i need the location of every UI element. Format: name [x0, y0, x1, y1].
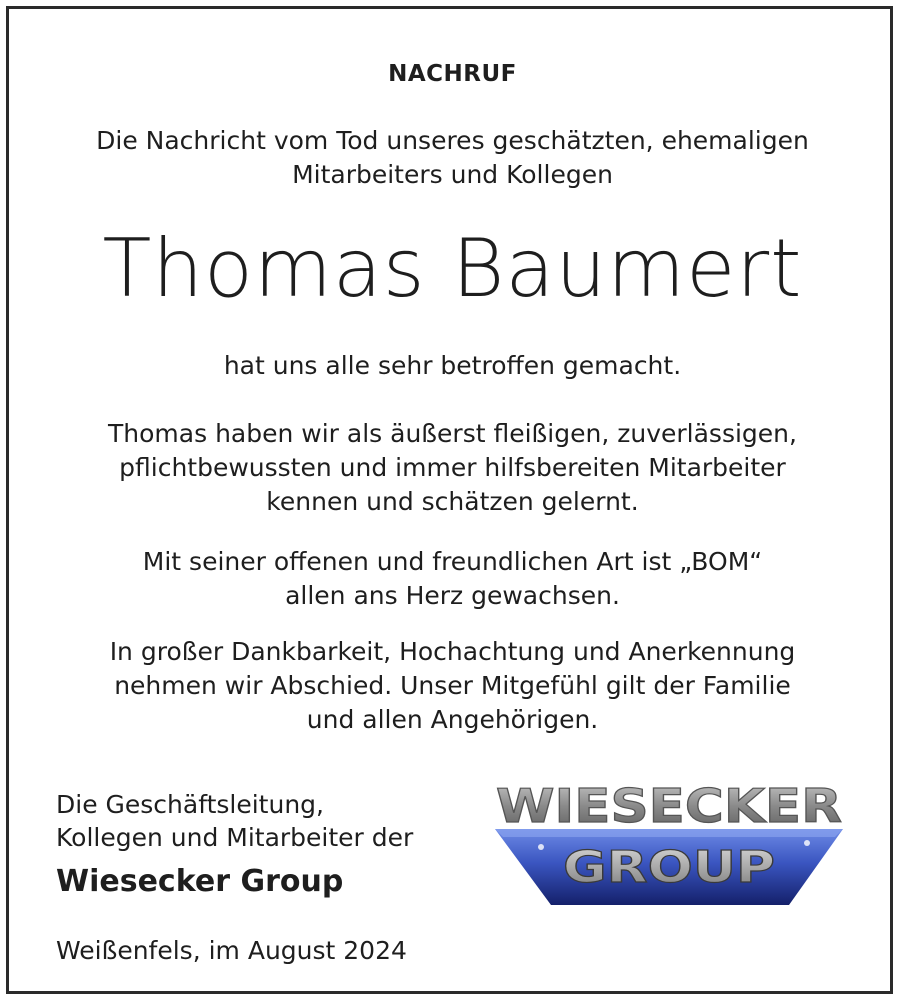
- paragraph-line: hat uns alle sehr betroffen gemacht.: [223, 351, 682, 380]
- intro-line: Mitarbeiters und Kollegen: [292, 160, 613, 189]
- paragraph-line: und allen Angehörigen.: [306, 705, 599, 734]
- paragraph-affected: [9, 349, 896, 383]
- logo-word-bottom: GROUP: [563, 842, 775, 893]
- obituary-frame: [6, 6, 893, 994]
- paragraph-line: In großer Dankbarkeit, Hochachtung und Anerkennung: [109, 637, 796, 666]
- paragraph-line: nehmen wir Abschied. Unser Mitgefühl gilt der Familie: [114, 671, 791, 700]
- paragraph-line: kennen und schätzen gelernt.: [266, 487, 639, 516]
- place-date: Weißenfels, im August 2024: [56, 936, 407, 965]
- company-name: Wiesecker Group: [56, 864, 344, 899]
- signature-line: Die Geschäftsleitung,: [56, 790, 324, 819]
- paragraph-farewell: [9, 635, 896, 737]
- paragraph-line: pflichtbewussten und immer hilfsbereiten Mitarbeiter: [119, 453, 786, 482]
- paragraph-line: Mit seiner offenen und freundlichen Art ist „BOM“: [142, 547, 763, 576]
- logo-word-top: WIESECKER: [496, 779, 842, 833]
- deceased-name: Thomas Baumert: [102, 222, 803, 315]
- intro-text: [9, 124, 896, 192]
- logo-sparkle: [538, 844, 544, 850]
- logo-sparkle: [804, 840, 810, 846]
- heading: NACHRUF: [388, 61, 517, 87]
- paragraph-character: [9, 417, 896, 519]
- paragraph-line: allen ans Herz gewachsen.: [285, 581, 620, 610]
- paragraph-nickname: [9, 545, 896, 613]
- paragraph-line: Thomas haben wir als äußerst fleißigen, zuverlässigen,: [108, 419, 797, 448]
- intro-line: Die Nachricht vom Tod unseres geschätzten, ehemaligen: [96, 126, 809, 155]
- wiesecker-group-logo: [489, 777, 849, 909]
- signature-line: Kollegen und Mitarbeiter der: [56, 823, 414, 852]
